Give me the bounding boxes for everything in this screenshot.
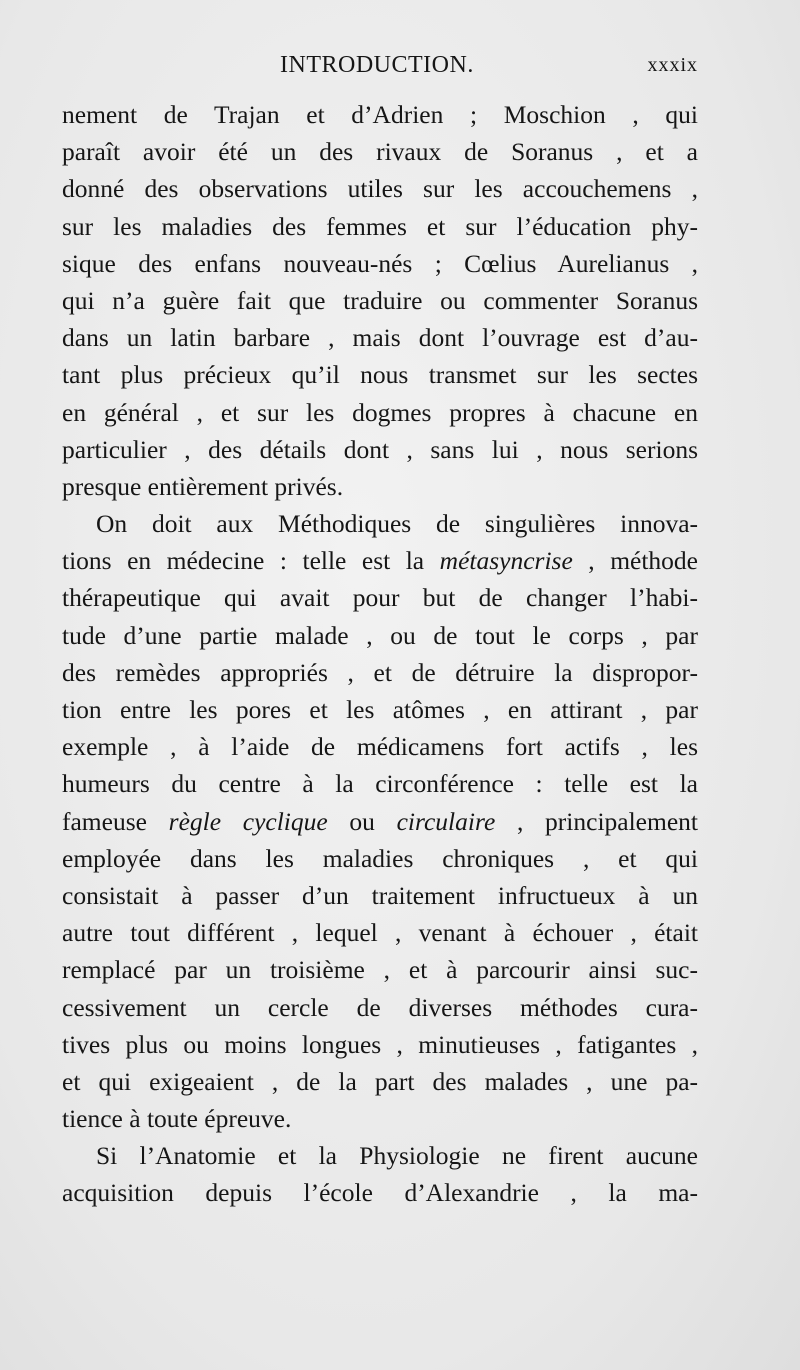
text-segment: sur les maladies des femmes et sur l’éducation phy- <box>62 211 698 241</box>
text-line <box>62 1174 698 1211</box>
text-line <box>62 765 698 802</box>
text-segment: nement de Trajan et d’Adrien ; Moschion , qui <box>62 100 698 129</box>
text-line <box>62 654 698 691</box>
text-segment: acquisition depuis l’école d’Alexandrie , la ma- <box>62 1178 698 1208</box>
text-segment: presque entièrement privés. <box>62 471 344 501</box>
italic-term: règle cyclique <box>168 806 328 836</box>
text-line <box>62 431 698 468</box>
text-line <box>62 542 698 579</box>
text-segment: , principalement <box>495 806 698 836</box>
italic-term: circulaire <box>396 806 496 836</box>
text-segment: On doit aux Méthodiques de singulières innova- <box>96 509 698 539</box>
text-line <box>62 208 698 245</box>
text-line <box>62 133 698 170</box>
text-segment: dans un latin barbare , mais dont l’ouvrage est d’au- <box>62 323 698 353</box>
text-line <box>62 468 698 505</box>
text-line <box>62 1063 698 1100</box>
text-line <box>62 691 698 728</box>
text-segment: tions en médecine : telle est la <box>62 546 440 576</box>
text-segment: tience à toute épreuve. <box>62 1104 292 1134</box>
text-segment: tion entre les pores et les atômes , en attirant , par <box>62 695 698 724</box>
text-line <box>62 245 698 282</box>
text-segment: humeurs du centre à la circonférence : telle est la <box>62 769 698 799</box>
text-segment: paraît avoir été un des rivaux de Soranus , et a <box>62 137 698 167</box>
text-line <box>62 989 698 1026</box>
text-line <box>62 877 698 914</box>
text-line <box>62 505 698 542</box>
running-title: INTRODUCTION. <box>280 52 474 78</box>
text-segment: qui n’a guère fait que traduire ou commenter Soranus <box>62 285 698 315</box>
text-segment: exemple , à l’aide de médicamens fort actifs , les <box>62 732 698 762</box>
page-number: xxxix <box>647 54 698 76</box>
text-segment: tant plus précieux qu’il nous transmet sur les sectes <box>62 360 698 390</box>
text-segment: en général , et sur les dogmes propres à chacune en <box>62 397 698 427</box>
running-header <box>62 50 698 90</box>
text-segment: consistait à passer d’un traitement infructueux à un <box>62 880 698 910</box>
text-segment: autre tout différent , lequel , venant à échouer , était <box>62 918 698 948</box>
text-segment: ou <box>327 806 397 836</box>
text-line <box>62 1100 698 1137</box>
text-line <box>62 617 698 654</box>
text-line <box>62 728 698 765</box>
text-line <box>62 282 698 319</box>
text-line <box>62 1026 698 1063</box>
text-line <box>62 96 698 133</box>
text-line <box>62 803 698 840</box>
text-line <box>62 170 698 207</box>
italic-term: métasyncrise <box>439 546 573 576</box>
text-line <box>62 356 698 393</box>
text-line <box>62 951 698 988</box>
text-line <box>62 840 698 877</box>
text-segment: tude d’une partie malade , ou de tout le corps , par <box>62 620 698 650</box>
text-segment: particulier , des détails dont , sans lui , nous serions <box>62 434 698 464</box>
text-line <box>62 914 698 951</box>
text-segment: tives plus ou moins longues , minutieuses , fatigantes , <box>62 1029 698 1059</box>
text-segment: des remèdes appropriés , et de détruire la dispropor- <box>62 657 698 687</box>
body-text <box>62 96 698 1212</box>
text-line <box>62 579 698 616</box>
text-segment: cessivement un cercle de diverses méthodes cura- <box>62 992 698 1022</box>
text-line <box>62 394 698 431</box>
text-segment: remplacé par un troisième , et à parcourir ainsi suc- <box>62 955 698 985</box>
text-segment: thérapeutique qui avait pour but de changer l’habi- <box>62 583 698 613</box>
text-segment: , méthode <box>572 546 699 576</box>
text-segment: donné des observations utiles sur les accouchemens , <box>62 174 698 204</box>
text-line <box>62 1137 698 1174</box>
text-line <box>62 319 698 356</box>
text-segment: employée dans les maladies chroniques , et qui <box>62 843 698 873</box>
text-segment: Si l’Anatomie et la Physiologie ne firent aucune <box>96 1141 698 1171</box>
text-segment: fameuse <box>62 806 169 836</box>
text-segment: et qui exigeaient , de la part des malades , une pa- <box>62 1066 698 1096</box>
text-segment: sique des enfans nouveau-nés ; Cœlius Aurelianus , <box>62 248 698 278</box>
